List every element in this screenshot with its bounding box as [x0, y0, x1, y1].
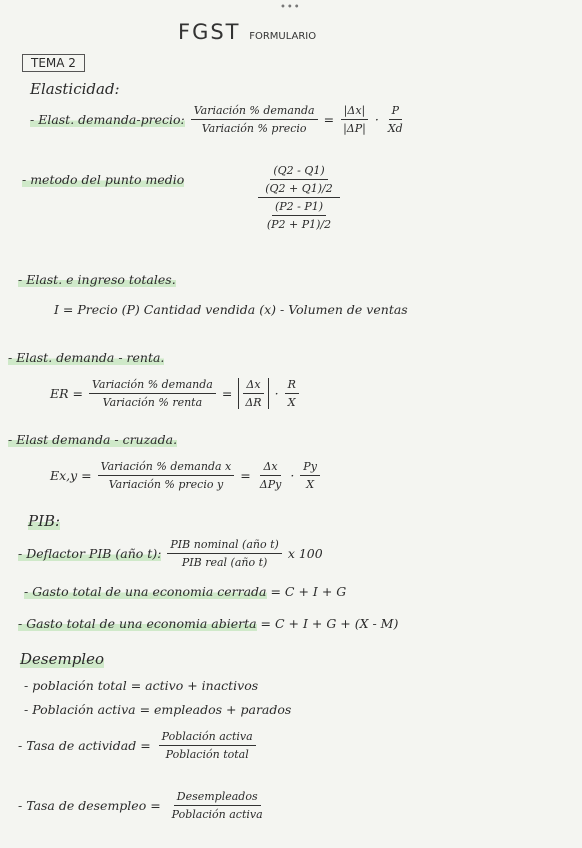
- title-text: FGST: [178, 20, 241, 44]
- cruzada-text: - Elast demanda - cruzada.: [8, 432, 178, 447]
- gasto-abierta-label: - Gasto total de una economia abierta: [18, 616, 257, 631]
- elast-precio-row: [30, 104, 406, 135]
- fraction-den: ΔPy: [259, 478, 282, 491]
- fraction-den: Variación % precio y: [108, 478, 224, 491]
- fraction-num: Variación % demanda x: [98, 460, 235, 476]
- deflactor-row: [18, 538, 323, 569]
- equals-sign: =: [240, 468, 251, 483]
- page-title: [178, 20, 316, 44]
- lower-fraction: [264, 200, 334, 231]
- fraction-den: |ΔP|: [343, 122, 366, 135]
- abs-value-bars: [238, 378, 268, 409]
- subtitle-text: FORMULARIO: [249, 31, 317, 42]
- tasa-desempleo-label: - Tasa de desempleo =: [18, 798, 161, 813]
- fraction-den: ΔR: [245, 396, 262, 409]
- delta-fraction: [257, 460, 285, 491]
- fraction-den: Población total: [165, 748, 249, 761]
- tasa-desempleo-fraction: [169, 790, 266, 821]
- fraction-num: Py: [300, 460, 320, 476]
- tema-box: TEMA 2: [22, 54, 85, 72]
- fraction-den: Variación % renta: [102, 396, 203, 409]
- ingreso-text: - Elast. e ingreso totales.: [18, 272, 176, 287]
- fraction-num: (P2 - P1): [272, 200, 326, 216]
- fraction-den: Variación % precio: [201, 122, 307, 135]
- gasto-abierta-formula: = C + I + G + (X - M): [260, 616, 399, 631]
- renta-fraction: [89, 378, 216, 409]
- dot-sign: ·: [274, 386, 279, 401]
- ratio-fraction: [285, 378, 299, 409]
- desempleo-text: Desempleo: [20, 650, 105, 668]
- tasa-desempleo-row: [18, 790, 266, 821]
- gasto-cerrada-formula: = C + I + G: [270, 584, 347, 599]
- upper-fraction: [262, 164, 336, 195]
- main-fraction-bar: [258, 197, 340, 198]
- section-elasticidad: Elasticidad:: [30, 80, 120, 98]
- pib-text: PIB:: [28, 512, 61, 530]
- ingreso-label: [18, 272, 176, 287]
- renta-lhs: ER =: [50, 386, 83, 401]
- poblacion-total-row: - población total = activo + inactivos: [24, 678, 259, 693]
- fraction-den: Xd: [387, 122, 403, 135]
- deflactor-fraction: [167, 538, 281, 569]
- fraction-den: X: [287, 396, 296, 409]
- fraction-num: Desempleados: [174, 790, 261, 806]
- fraction-num: Variación % demanda: [89, 378, 216, 394]
- fraction-num: PIB nominal (año t): [167, 538, 281, 554]
- fraction-den: Población activa: [171, 808, 263, 821]
- fraction-den: (Q2 + Q1)/2: [265, 182, 333, 195]
- punto-medio-fraction: [258, 164, 340, 231]
- gasto-abierta-row: [18, 616, 398, 631]
- cruzada-label: [8, 432, 177, 447]
- tasa-actividad-fraction: [159, 730, 256, 761]
- fraction-den: X: [306, 478, 315, 491]
- renta-formula: [50, 378, 299, 409]
- fraction-num: R: [285, 378, 299, 394]
- renta-text: - Elast. demanda - renta.: [8, 350, 165, 365]
- ingreso-formula: I = Precio (P) Cantidad vendida (x) - Volumen de ventas: [54, 302, 408, 317]
- cruzada-fraction: [98, 460, 235, 491]
- equals-sign: =: [221, 386, 233, 401]
- abs-fraction: [340, 104, 369, 135]
- fraction-den: (P2 + P1)/2: [266, 218, 332, 231]
- deflactor-label: - Deflactor PIB (año t):: [18, 546, 162, 561]
- fraction-den: PIB real (año t): [181, 556, 268, 569]
- fraction-num: Población activa: [159, 730, 256, 746]
- punto-medio-label: [22, 172, 184, 187]
- fraction-num: Δx: [260, 460, 280, 476]
- fraction-num: P: [389, 104, 402, 120]
- ratio-fraction: [385, 104, 406, 135]
- elast-precio-label: - Elast. demanda-precio:: [30, 112, 185, 127]
- elast-precio-fraction: [191, 104, 318, 135]
- cruzada-formula: [50, 460, 320, 491]
- dot-sign: ·: [374, 112, 379, 127]
- deflactor-mult: x 100: [287, 546, 323, 561]
- section-desempleo: [20, 650, 104, 668]
- ratio-fraction: [300, 460, 320, 491]
- cruzada-lhs: Ex,y =: [50, 468, 92, 483]
- section-pib: [28, 512, 60, 530]
- abs-fraction: [242, 378, 264, 409]
- more-icon: •••: [280, 2, 301, 13]
- fraction-num: Δx: [243, 378, 263, 394]
- gasto-cerrada-row: [24, 584, 346, 599]
- poblacion-activa-row: - Población activa = empleados + parados: [24, 702, 292, 717]
- punto-medio-text: - metodo del punto medio: [22, 172, 185, 187]
- tasa-actividad-label: - Tasa de actividad =: [18, 738, 151, 753]
- fraction-num: |Δx|: [341, 104, 369, 120]
- gasto-cerrada-label: - Gasto total de una economia cerrada: [24, 584, 267, 599]
- fraction-num: Variación % demanda: [191, 104, 318, 120]
- equals-sign: =: [323, 112, 335, 127]
- fraction-num: (Q2 - Q1): [270, 164, 327, 180]
- dot-sign: ·: [290, 468, 295, 483]
- tasa-actividad-row: [18, 730, 256, 761]
- renta-label: [8, 350, 164, 365]
